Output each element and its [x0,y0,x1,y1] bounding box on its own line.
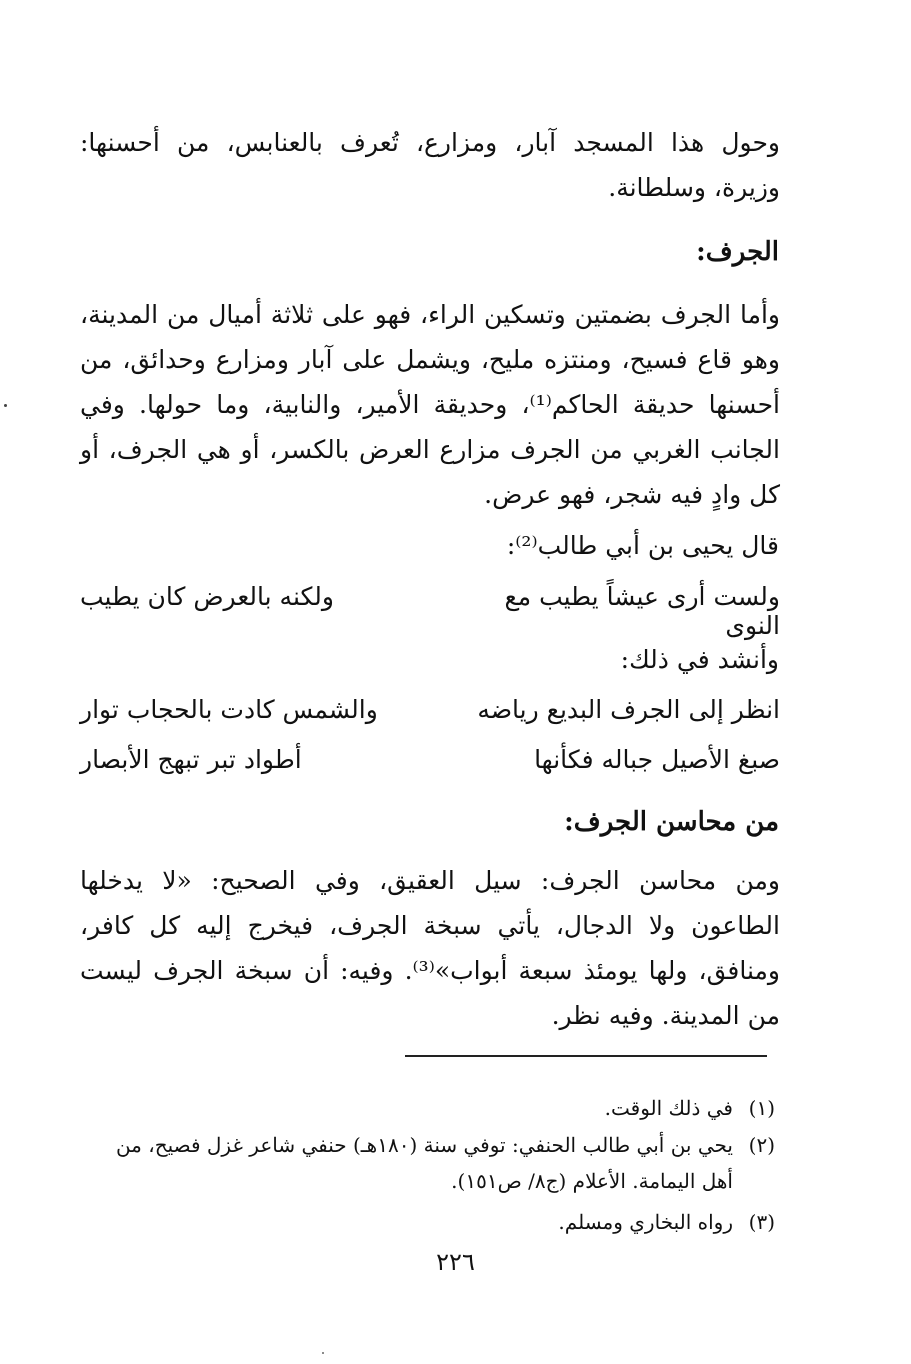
paragraph-wells: وحول هذا المسجد آبار، ومزارع، تُعرف بالعنابس، من أحسنها: وزيرة، وسلطانة. [80,128,780,202]
paragraph-mahasin: ومن محاسن الجرف: سيل العقيق، وفي الصحيح: «لا يدخلها الطاعون ولا الدجال، يأتي سبخة الجرف، فيخرج إليه كل كافر، ومنافق، ولها يومئذ سبعة أبواب»⁽³⁾. وفيه: أن سبخة الجرف ليست من المدينة. وفيه نظر. [80,866,780,1030]
verse-line-1 [80,582,780,640]
footnote-2 [75,1127,775,1199]
heading-mahasin: من محاسن الجرف: [564,807,779,837]
verse-3-first-hemistich: صبغ الأصيل جباله فكأنها [534,745,780,774]
footnote-2-continuation: أهل اليمامة. الأعلام (ج٨/ ص١٥١). [451,1169,733,1193]
scan-speck [4,404,7,407]
verse-1-second-hemistich: ولكنه بالعرض كان يطيب [80,582,334,611]
footnote-1 [75,1090,775,1126]
verse-2-second-hemistich: والشمس كادت بالحجاب توار [80,695,378,724]
footnote-3-text: رواه البخاري ومسلم. [558,1210,733,1234]
poet-intro: قال يحيى بن أبي طالب⁽²⁾: [506,531,779,560]
paragraph-jurf: وأما الجرف بضمتين وتسكين الراء، فهو على ثلاثة أميال من المدينة، وهو قاع فسيح، ومنتزه مليح، ويشمل على آبار ومزارع وحدائق، من أحسنها حديقة الحاكم⁽¹⁾، وحديقة الأمير، والنابية، وما حولها. وفي الجانب الغربي من الجرف مزارع العرض بالكسر، أو هي الجرف، أو كل وادٍ فيه شجر، فهو عرض. [80,300,780,509]
verse-1-first-hemistich: ولست أرى عيشاً يطيب مع النوى [504,582,780,640]
footnote-1-number: (١) [748,1096,775,1120]
page-number: ٢٢٦ [436,1248,475,1276]
footnote-2-number: (٢) [748,1133,775,1157]
verse-3-second-hemistich: أطواد تبر تبهج الأبصار [80,745,302,774]
recited-intro: وأنشد في ذلك: [620,645,779,674]
footnote-divider [405,1055,767,1057]
scan-speck [322,1352,324,1354]
verse-line-2 [80,695,780,740]
verse-line-3 [80,745,780,790]
heading-jurf: الجرف: [696,237,779,267]
footnote-1-text: في ذلك الوقت. [604,1096,733,1120]
footnote-3-number: (٣) [748,1210,775,1234]
verse-2-first-hemistich: انظر إلى الجرف البديع رياضه [477,695,780,724]
footnote-2-text: يحي بن أبي طالب الحنفي: توفي سنة (١٨٠هـ) حنفي شاعر غزل فصيح، من [115,1133,733,1157]
footnote-3 [75,1204,775,1240]
